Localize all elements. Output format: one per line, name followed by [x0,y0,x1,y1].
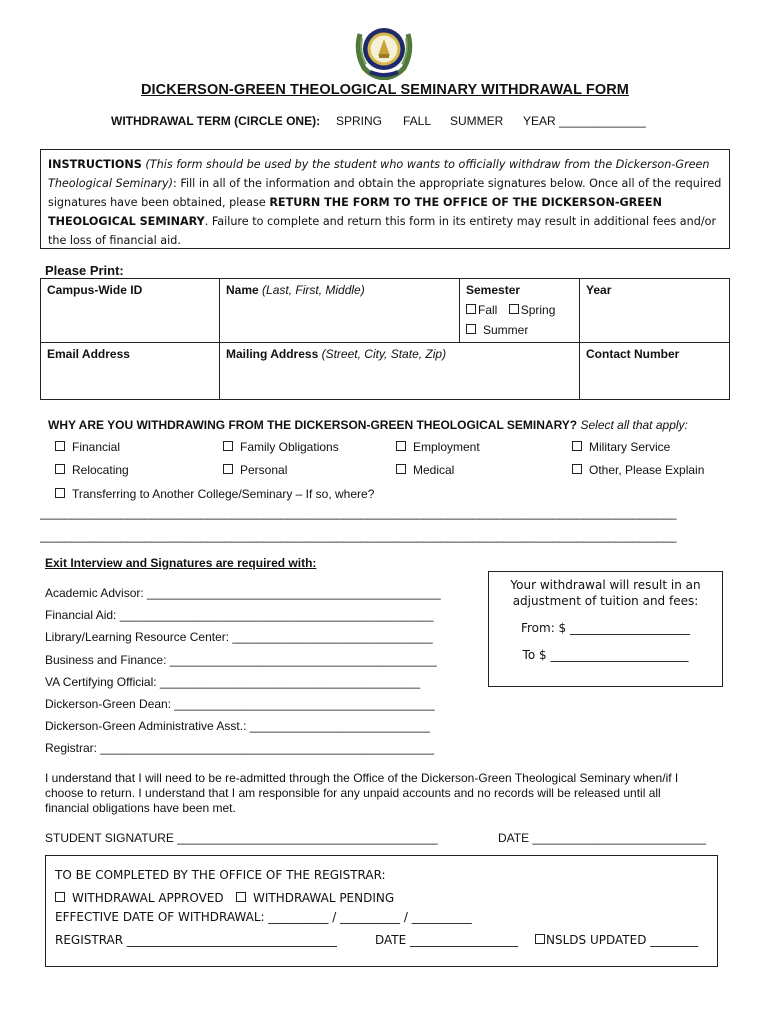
why-question: WHY ARE YOU WITHDRAWING FROM THE DICKERSON-GREEN THEOLOGICAL SEMINARY? [48,418,578,432]
instructions-lead: INSTRUCTIONS [48,158,142,171]
semester-field [460,279,580,343]
name-hint: (Last, First, Middle) [262,283,365,297]
why-withdrawing-question [48,418,688,432]
checkbox-icon [55,464,65,474]
transfer-where-line-1[interactable]: _______________________________________________________________________________________________________ [40,506,676,520]
summer-checkbox[interactable] [466,323,573,337]
checkbox-icon [396,464,406,474]
sig-va-official[interactable]: VA Certifying Official: _______________________________________ [45,675,421,689]
campus-id-field[interactable] [41,279,220,343]
signature-date-field[interactable]: DATE __________________________ [498,831,706,845]
tuition-adjustment-box [488,571,723,687]
spring-label: Spring [520,303,556,317]
student-info-table [40,278,730,400]
term-summer-option[interactable]: SUMMER [450,114,504,128]
mailing-label: Mailing Address [226,347,319,361]
checkbox-icon [466,324,476,334]
seminary-seal-logo [352,22,416,80]
sig-business-finance[interactable]: Business and Finance: ________________________________________ [45,653,437,667]
withdrawal-term-label: WITHDRAWAL TERM (CIRCLE ONE): [111,114,321,128]
sig-dean[interactable]: Dickerson-Green Dean: _______________________________________ [45,697,435,711]
year-field[interactable] [580,279,730,343]
reason-label: Other, Please Explain [589,463,705,477]
term-fall-option[interactable]: FALL [403,114,432,128]
mailing-address-field[interactable] [220,343,580,400]
sig-admin-asst[interactable]: Dickerson-Green Administrative Asst.: ___________________________ [45,719,430,733]
year-label: Year [586,283,612,297]
checkbox-icon [55,488,65,498]
why-hint: Select all that apply: [580,418,688,432]
reason-label: Medical [413,463,455,477]
semester-label: Semester [466,283,521,297]
term-spring-option[interactable]: SPRING [336,114,383,128]
please-print-heading: Please Print: [45,263,124,278]
reason-military[interactable] [572,440,670,454]
reason-personal[interactable] [223,463,287,477]
reason-relocating[interactable] [55,463,129,477]
reason-label: Employment [413,440,480,454]
instructions-italic: (This form should be used by the student who wants to officially withdraw from the Dickerson-Green Theological Seminary) [48,158,710,190]
student-signature-field[interactable]: STUDENT SIGNATURE _______________________________________ [45,831,438,845]
checkbox-icon [55,441,65,451]
nslds-label: NSLDS UPDATED ________ [546,933,699,947]
checkbox-icon [223,441,233,451]
reason-transferring[interactable] [55,487,374,501]
reason-other[interactable] [572,463,704,477]
sig-academic-advisor[interactable]: Academic Advisor: ____________________________________________ [45,586,441,600]
withdrawal-approved-checkbox[interactable] [55,891,224,905]
withdrawal-pending-checkbox[interactable] [236,891,394,905]
registrar-heading: TO BE COMPLETED BY THE OFFICE OF THE REGISTRAR: [55,868,386,882]
term-year-field[interactable]: YEAR _____________ [523,114,646,128]
reason-employment[interactable] [396,440,480,454]
contact-number-field[interactable] [580,343,730,400]
reason-label: Transferring to Another College/Seminary – If so, where? [72,487,375,501]
nslds-updated-checkbox[interactable] [535,933,698,947]
checkbox-icon [509,304,519,314]
checkbox-icon [236,892,246,902]
checkbox-icon [572,441,582,451]
reason-label: Personal [240,463,288,477]
fall-label: Fall [478,303,498,317]
fee-from-field[interactable]: From: $ ____________________ [520,621,691,635]
pending-label: WITHDRAWAL PENDING [253,891,395,905]
transfer-where-line-2[interactable]: _______________________________________________________________________________________________________ [40,529,676,543]
registrar-date-field[interactable]: DATE __________________ [375,933,519,947]
fee-line-2: adjustment of tuition and fees: [512,594,699,608]
reason-label: Military Service [589,440,671,454]
form-title: DICKERSON-GREEN THEOLOGICAL SEMINARY WITHDRAWAL FORM [140,82,629,98]
name-field[interactable] [220,279,460,343]
understand-line-2: choose to return. I understand that I am responsible for any unpaid accounts and no records will be released until all [45,786,661,800]
checkbox-icon [396,441,406,451]
fall-checkbox[interactable] [466,303,497,317]
summer-label: Summer [483,323,529,337]
reason-label: Financial [72,440,121,454]
understand-line-3: financial obligations have been met. [45,801,236,815]
spring-checkbox[interactable] [509,303,556,317]
effective-date-field[interactable]: EFFECTIVE DATE OF WITHDRAWAL: __________ / __________ / __________ [55,910,472,924]
approved-label: WITHDRAWAL APPROVED [72,891,224,905]
sig-financial-aid[interactable]: Financial Aid: _______________________________________________ [45,608,434,622]
reason-family[interactable] [223,440,339,454]
checkbox-icon [466,304,476,314]
reason-label: Family Obligations [240,440,339,454]
campus-id-label: Campus-Wide ID [47,283,143,297]
exit-interview-heading: Exit Interview and Signatures are required with: [45,556,317,570]
instructions-text-2: . Failure to complete and return this form in its entirety may result in additional fees and/or the loss of financial aid. [48,215,717,247]
instructions-box [40,149,730,249]
mailing-hint: (Street, City, State, Zip) [321,347,447,361]
understand-line-1: I understand that I will need to be re-admitted through the Office of the Dickerson-Green Theological Seminary when/if I [45,771,679,785]
checkbox-icon [535,934,545,944]
registrar-signature-field[interactable]: REGISTRAR ___________________________________ [55,933,337,947]
contact-label: Contact Number [586,347,680,361]
checkbox-icon [572,464,582,474]
name-label: Name [226,283,259,297]
fee-to-field[interactable]: To $ _______________________ [522,648,689,662]
checkbox-icon [55,892,65,902]
instructions-bold: RETURN THE FORM TO THE OFFICE OF THE DICKERSON-GREEN THEOLOGICAL SEMINARY [48,196,662,228]
sig-registrar[interactable]: Registrar: __________________________________________________ [45,741,435,755]
reason-label: Relocating [72,463,129,477]
registrar-box [45,855,718,967]
reason-medical[interactable] [396,463,454,477]
email-label: Email Address [47,347,130,361]
sig-library[interactable]: Library/Learning Resource Center: ______________________________ [45,630,433,644]
instructions-text-1: : Fill in all of the information and obtain the appropriate signatures below. Once all of the required signatures have been obtained, please [48,177,722,209]
checkbox-icon [223,464,233,474]
email-field[interactable] [41,343,220,400]
fee-line-1: Your withdrawal will result in an [510,578,701,592]
reason-financial[interactable] [55,440,120,454]
